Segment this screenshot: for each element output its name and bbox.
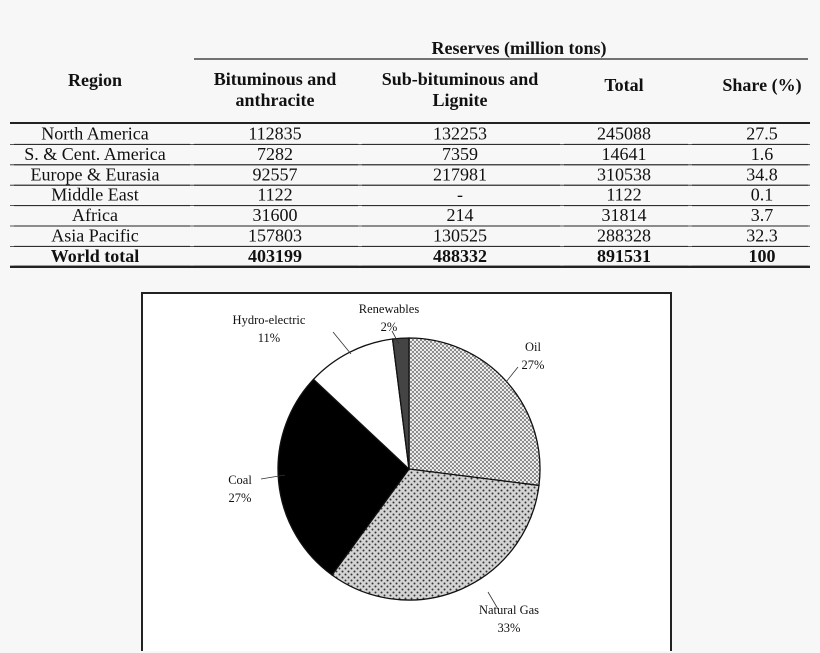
column-header-4: Share (%) xyxy=(722,75,802,95)
table-cell: 34.8 xyxy=(746,164,778,185)
slice-percent-label: 2% xyxy=(380,320,398,334)
table-cell: North America xyxy=(41,123,149,144)
table-cell: 32.3 xyxy=(746,225,778,246)
table-cell: 1122 xyxy=(257,184,293,205)
reserves-table xyxy=(0,0,820,280)
table-cell: S. & Cent. America xyxy=(24,143,166,164)
table-cell: 157803 xyxy=(248,225,302,246)
table-cell: 130525 xyxy=(433,225,487,246)
table-cell: 112835 xyxy=(248,123,302,144)
leader-line xyxy=(506,367,518,382)
table-cell: 288328 xyxy=(597,225,651,246)
table-cell: 310538 xyxy=(597,164,651,185)
table-cell: 31814 xyxy=(601,205,647,226)
table-cell: Asia Pacific xyxy=(51,225,139,246)
total-cell: World total xyxy=(50,245,140,266)
table-cell: 245088 xyxy=(597,123,651,144)
table-group-header: Reserves (million tons) xyxy=(431,38,607,58)
slice-name-label: Oil xyxy=(525,340,541,354)
total-cell: 891531 xyxy=(597,245,651,266)
table-cell: 132253 xyxy=(433,123,487,144)
table-cell: 217981 xyxy=(433,164,487,185)
column-header-0: Region xyxy=(68,70,122,90)
leader-line xyxy=(333,332,351,354)
slice-percent-label: 27% xyxy=(521,358,545,372)
column-header-2: Sub-bituminous and xyxy=(381,69,539,89)
table-cell: 14641 xyxy=(601,143,647,164)
table-cell: 214 xyxy=(446,205,474,226)
table-cell: Europe & Eurasia xyxy=(30,164,160,185)
pie-chart-frame xyxy=(141,292,672,651)
column-header-1: Bituminous and xyxy=(213,69,337,89)
slice-percent-label: 33% xyxy=(497,621,521,635)
total-cell: 488332 xyxy=(433,245,487,266)
table-cell: 7359 xyxy=(442,143,478,164)
table-cell: 27.5 xyxy=(746,123,778,144)
pie-slice-oil xyxy=(409,338,540,485)
slice-percent-label: 27% xyxy=(228,491,252,505)
table-cell: 3.7 xyxy=(750,205,774,226)
table-cell: 1122 xyxy=(606,184,642,205)
column-header-1: anthracite xyxy=(235,90,315,110)
total-cell: 403199 xyxy=(248,245,302,266)
slice-name-label: Coal xyxy=(228,473,252,487)
slice-name-label: Renewables xyxy=(358,302,420,316)
total-cell: 100 xyxy=(748,245,776,266)
slice-name-label: Hydro-electric xyxy=(232,313,306,327)
table-cell: Middle East xyxy=(51,184,139,205)
table-cell: 0.1 xyxy=(750,184,774,205)
table-cell: - xyxy=(457,184,463,205)
table-cell: 1.6 xyxy=(750,143,774,164)
slice-percent-label: 11% xyxy=(257,331,281,345)
column-header-2: Lignite xyxy=(432,90,488,110)
energy-share-pie-chart xyxy=(143,294,674,653)
table-cell: 7282 xyxy=(257,143,293,164)
table-cell: 31600 xyxy=(252,205,298,226)
slice-name-label: Natural Gas xyxy=(478,603,540,617)
table-cell: 92557 xyxy=(252,164,298,185)
column-header-3: Total xyxy=(604,75,644,95)
table-cell: Africa xyxy=(72,205,118,226)
